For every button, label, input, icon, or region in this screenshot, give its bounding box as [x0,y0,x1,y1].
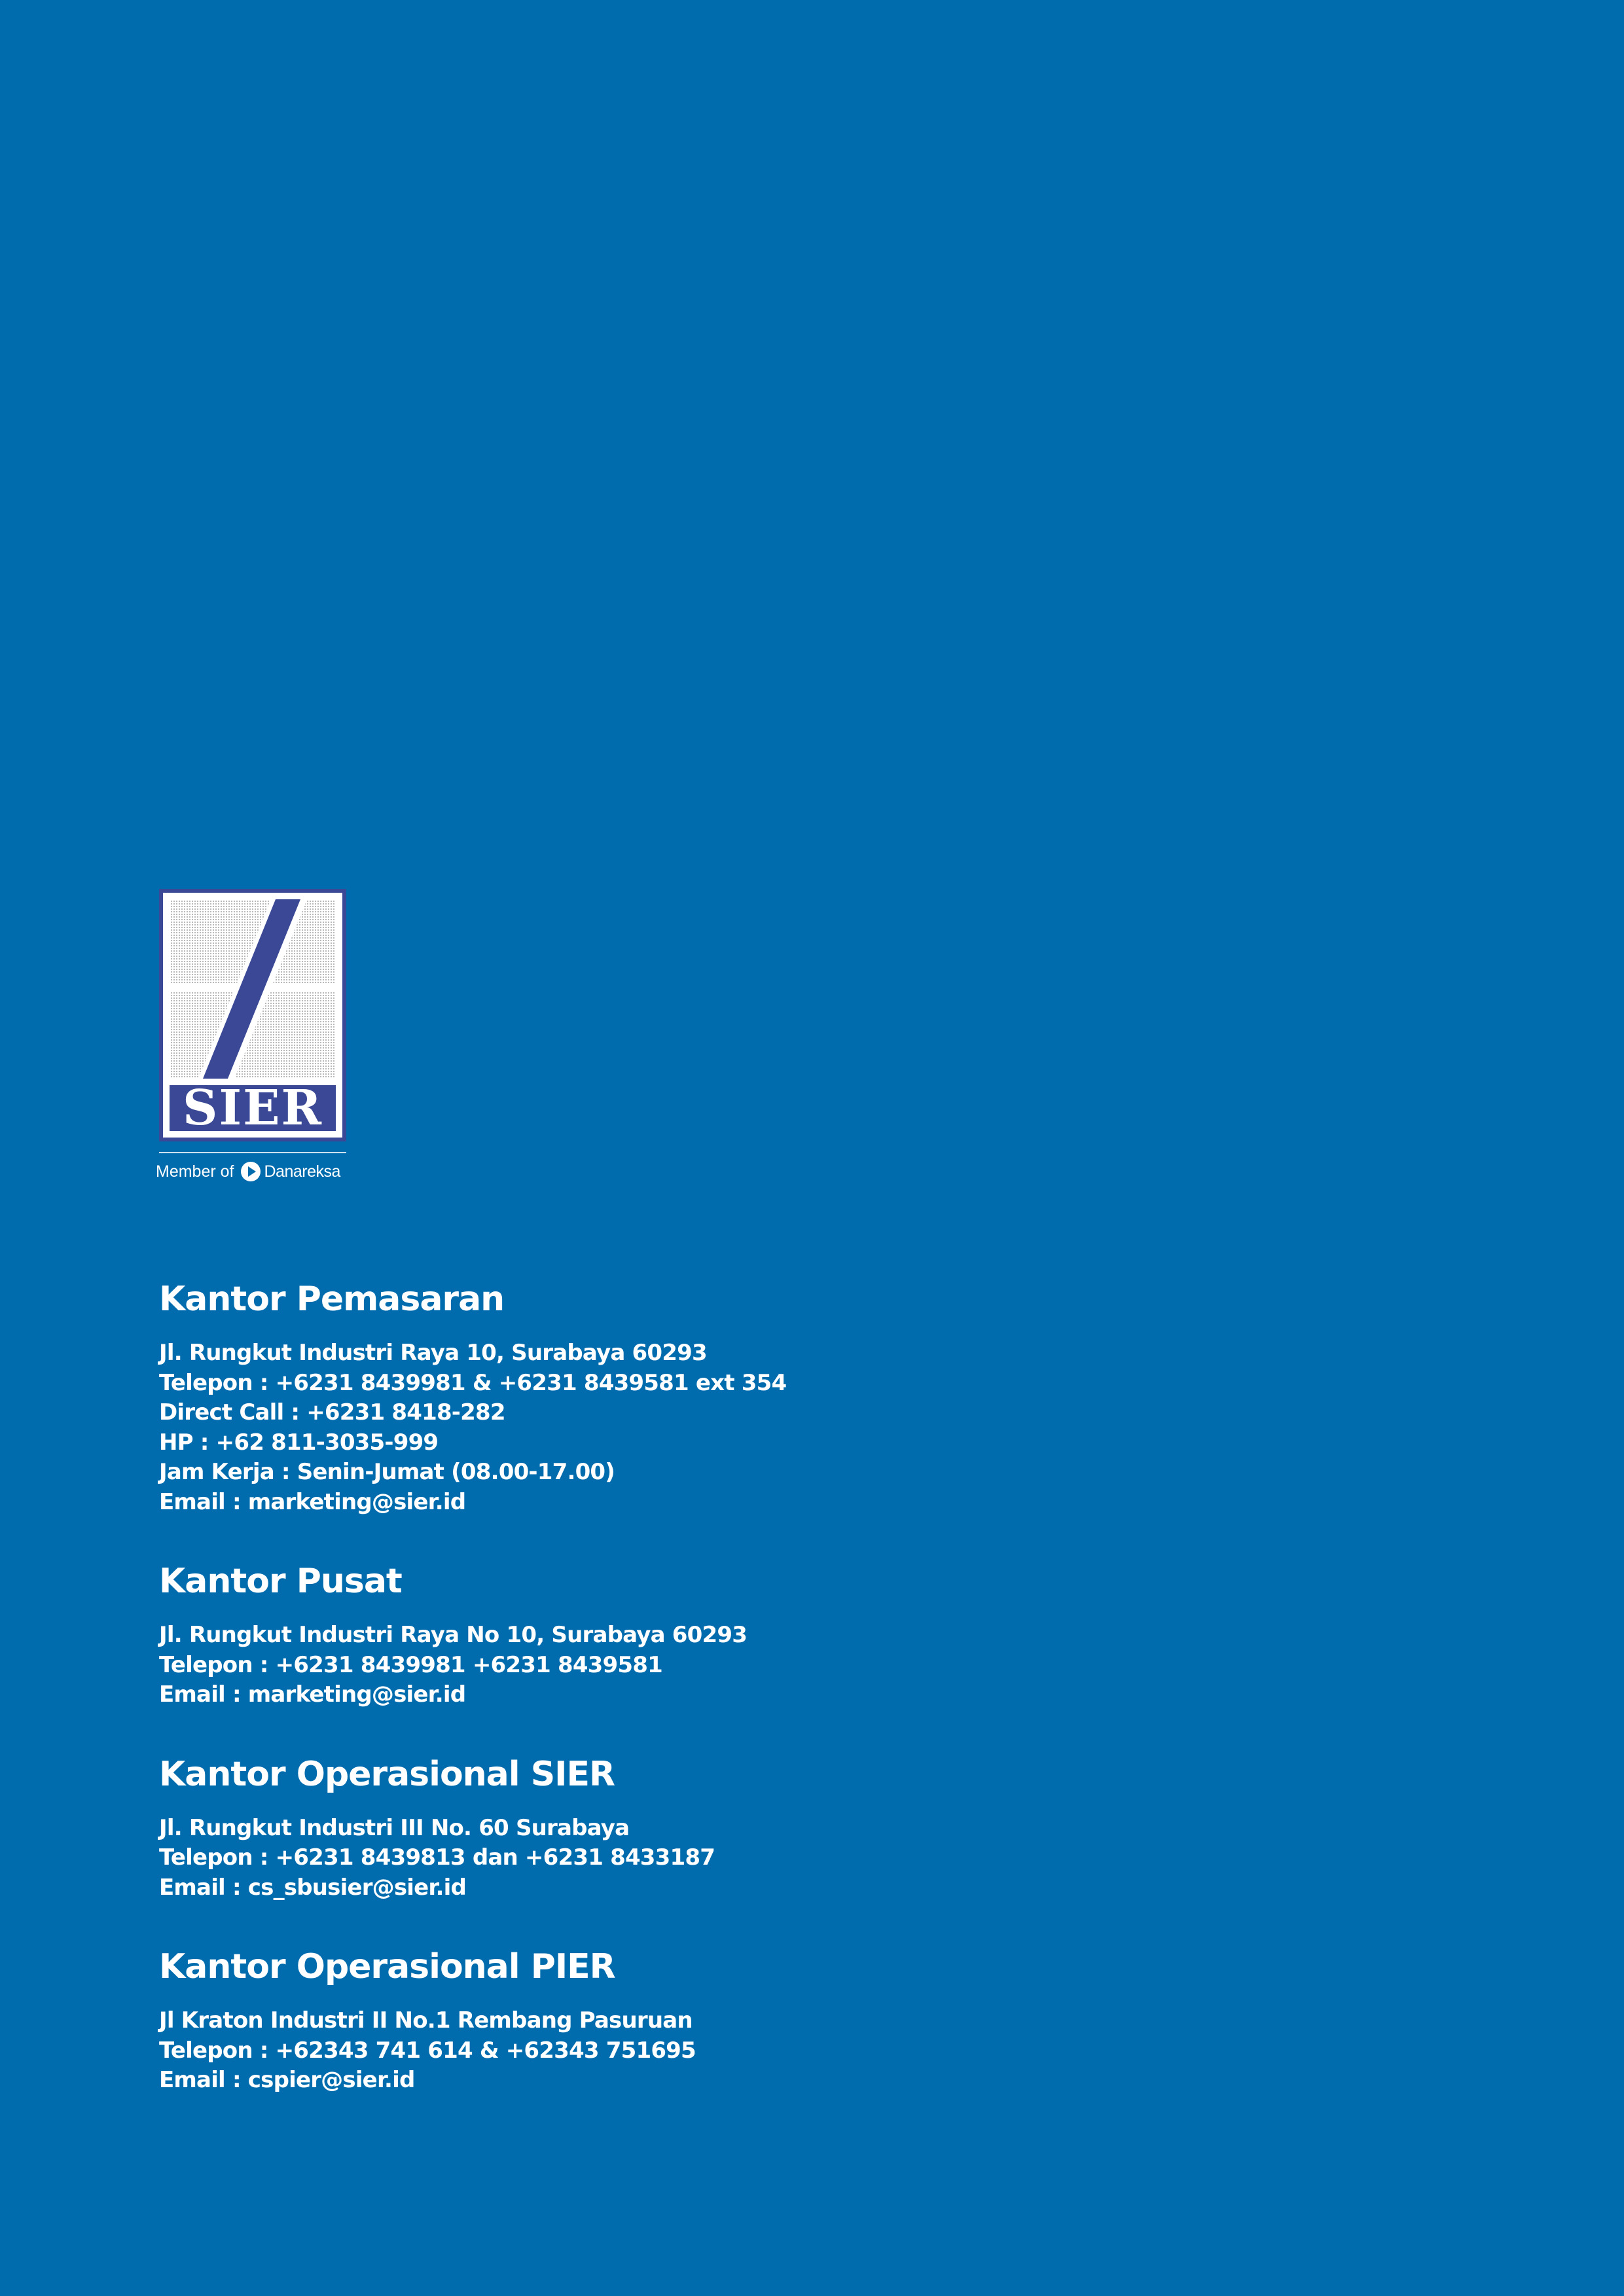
office-phone: Telepon : +6231 8439981 +6231 8439581 [159,1651,662,1678]
member-of-label: Member of [156,1162,234,1181]
office-details [159,1621,945,1710]
logo-wordmark: SIER [183,1080,323,1136]
office-email: Email : cspier@sier.id [159,2067,415,2093]
member-divider [159,1152,346,1153]
sier-logo-emblem [159,889,346,1141]
member-of-line [156,1161,352,1182]
office-title: Kantor Pemasaran [159,1280,505,1319]
danareksa-brand: Danareksa [264,1162,340,1181]
office-hours: Jam Kerja : Senin-Jumat (08.00-17.00) [159,1459,615,1485]
office-email: Email : marketing@sier.id [159,1681,466,1708]
office-details [159,2006,945,2096]
office-address: Jl. Rungkut Industri III No. 60 Surabaya [159,1814,630,1841]
danareksa-play-icon [240,1161,261,1182]
office-title: Kantor Pusat [159,1562,402,1601]
office-address: Jl. Rungkut Industri Raya No 10, Surabaya 60293 [159,1622,748,1648]
office-email: Email : marketing@sier.id [159,1488,466,1515]
office-direct-call: Direct Call : +6231 8418-282 [159,1399,505,1426]
office-title: Kantor Operasional PIER [159,1947,615,1986]
office-details [159,1338,945,1517]
office-phone: Telepon : +6231 8439981 & +6231 8439581 ext 354 [159,1369,787,1396]
office-operasional-sier [159,1748,945,1903]
office-address: Jl. Rungkut Industri Raya 10, Surabaya 60293 [159,1340,707,1366]
logo-wordmark-band [170,1080,336,1136]
office-pusat [159,1555,945,1710]
office-mobile: HP : +62 811-3035-999 [159,1429,439,1456]
office-address: Jl Kraton Industri II No.1 Rembang Pasuruan [159,2007,693,2034]
company-logo [156,889,352,1182]
office-details [159,1814,945,1903]
office-operasional-pier [159,1941,945,2096]
office-phone: Telepon : +62343 741 614 & +62343 751695 [159,2037,696,2064]
office-contacts [159,1273,945,2096]
office-pemasaran [159,1273,945,1517]
office-phone: Telepon : +6231 8439813 dan +6231 8433187 [159,1844,715,1871]
office-title: Kantor Operasional SIER [159,1754,615,1794]
office-email: Email : cs_sbusier@sier.id [159,1874,467,1901]
